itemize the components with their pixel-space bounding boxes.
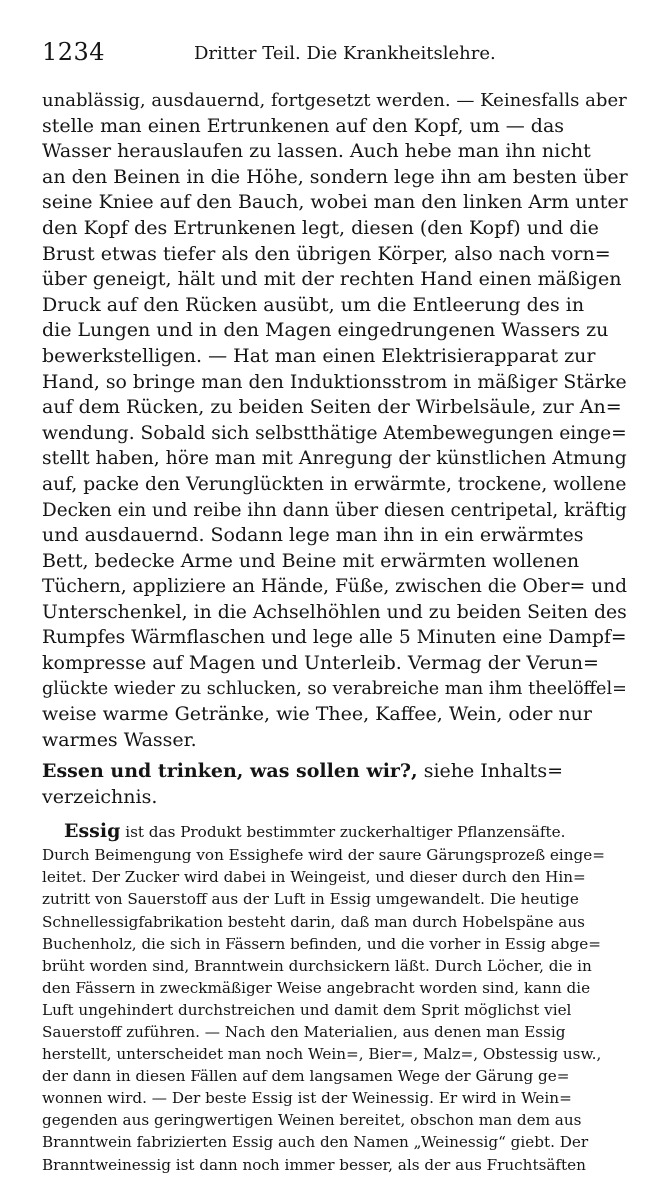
small-text-line: herstellt, unterscheidet man noch Wein=, Bier=, Malz=, Obstessig usw., xyxy=(42,1045,602,1064)
essen-heading-continued: verzeichnis. xyxy=(42,786,158,809)
small-text-line: Durch Beimengung von Essighefe wird der saure Gärungsprozeß einge= xyxy=(42,846,605,865)
body-text xyxy=(42,88,630,1176)
text-line: Hand, so bringe man den Induktionsstrom in mäßiger Stärke xyxy=(42,371,627,393)
text-line: an den Beinen in die Höhe, sondern lege ihn am besten über xyxy=(42,165,628,188)
essig-term: Essig xyxy=(64,819,121,842)
text-line: wendung. Sobald sich selbstthätige Atembewegungen einge= xyxy=(42,422,627,444)
text-line: stellt haben, höre man mit Anregung der künstlichen Atmung xyxy=(42,448,627,470)
text-line: warmes Wasser. xyxy=(42,728,197,751)
text-line: auf dem Rücken, zu beiden Seiten der Wirbelsäule, zur An= xyxy=(42,396,622,419)
essen-heading-term: Essen und trinken, was sollen wir?, xyxy=(42,760,418,783)
text-line: bewerkstelligen. — Hat man einen Elektrisierapparat zur xyxy=(42,344,596,367)
small-text-line: Buchenholz, die sich in Fässern befinden, und die vorher in Essig abge= xyxy=(42,934,601,953)
small-text-line: Sauerstoff zuführen. — Nach den Materialien, aus denen man Essig xyxy=(42,1022,566,1041)
small-text-line: brüht worden sind, Branntwein durchsickern läßt. Durch Löcher, die in xyxy=(42,956,592,975)
text-line: Druck auf den Rücken ausübt, um die Entleerung des in xyxy=(42,293,585,316)
running-head xyxy=(42,38,630,70)
text-line: und ausdauernd. Sodann lege man ihn in ein erwärmtes xyxy=(42,524,584,547)
text-line: Bett, bedecke Arme und Beine mit erwärmten wollenen xyxy=(42,549,580,572)
page-number: 1234 xyxy=(42,38,106,66)
running-title: Dritter Teil. Die Krankheitslehre. xyxy=(194,43,496,64)
small-text-line: Luft ungehindert durchstreichen und damit dem Sprit möglichst viel xyxy=(42,1000,572,1019)
essig-first-line xyxy=(42,819,630,845)
text-line: den Kopf des Ertrunkenen legt, diesen (den Kopf) und die xyxy=(42,216,599,239)
text-line: Brust etwas tiefer als den übrigen Körper, also nach vorn= xyxy=(42,242,611,265)
small-text-line: zutritt von Sauerstoff aus der Luft in Essig umgewandelt. Die heutige xyxy=(42,890,579,909)
essig-first-text: ist das Produkt bestimmter zuckerhaltiger Pflanzensäfte. xyxy=(120,822,566,841)
essen-heading-ref: siehe Inhalts= xyxy=(417,760,563,783)
essig-entry xyxy=(42,819,630,1176)
text-line: seine Kniee auf den Bauch, wobei man den linken Arm unter xyxy=(42,191,628,214)
text-line: glückte wieder zu schlucken, so verabreiche man ihm theelöffel= xyxy=(42,678,627,699)
text-line: weise warme Getränke, wie Thee, Kaffee, Wein, oder nur xyxy=(42,703,592,726)
text-line: unablässig, ausdauernd, fortgesetzt werden. — Keinesfalls aber xyxy=(42,90,627,111)
small-text-line: leitet. Der Zucker wird dabei in Weingeist, und dieser durch den Hin= xyxy=(42,868,586,887)
text-line: Tüchern, appliziere an Hände, Füße, zwischen die Ober= und xyxy=(42,576,627,598)
text-line: stelle man einen Ertrunkenen auf den Kopf, um — das xyxy=(42,114,565,137)
text-line: kompresse auf Magen und Unterleib. Vermag der Verun= xyxy=(42,652,599,675)
text-line: die Lungen und in den Magen eingedrungenen Wassers zu xyxy=(42,319,609,342)
text-line: Unterschenkel, in die Achselhöhlen und zu beiden Seiten des xyxy=(42,601,627,623)
small-text-line: Schnellessigfabrikation besteht darin, daß man durch Hobelspäne aus xyxy=(42,912,585,931)
text-line: über geneigt, hält und mit der rechten Hand einen mäßigen xyxy=(42,268,622,291)
small-text-line: Branntweinessig ist dann noch immer besser, als der aus Fruchtsäften xyxy=(42,1155,586,1174)
text-line: Rumpfes Wärmflaschen und lege alle 5 Minuten eine Dampf= xyxy=(42,627,627,649)
small-text-line: den Fässern in zweckmäßiger Weise angebracht worden sind, kann die xyxy=(42,978,591,997)
small-text-line: gegenden aus geringwertigen Weinen bereitet, obschon man dem aus xyxy=(42,1111,582,1130)
essen-heading xyxy=(42,759,630,785)
text-line: Decken ein und reibe ihn dann über diesen centripetal, kräftig xyxy=(42,499,627,521)
text-line: auf, packe den Verunglückten in erwärmte, trockene, wollene xyxy=(42,473,627,495)
small-text-line: wonnen wird. — Der beste Essig ist der Weinessig. Er wird in Wein= xyxy=(42,1089,572,1108)
small-text-line: Branntwein fabrizierten Essig auch den Namen „Weinessig“ giebt. Der xyxy=(42,1133,589,1152)
small-text-line: der dann in diesen Fällen auf dem langsamen Wege der Gärung ge= xyxy=(42,1067,570,1086)
text-line: Wasser herauslaufen zu lassen. Auch hebe man ihn nicht xyxy=(42,140,591,163)
